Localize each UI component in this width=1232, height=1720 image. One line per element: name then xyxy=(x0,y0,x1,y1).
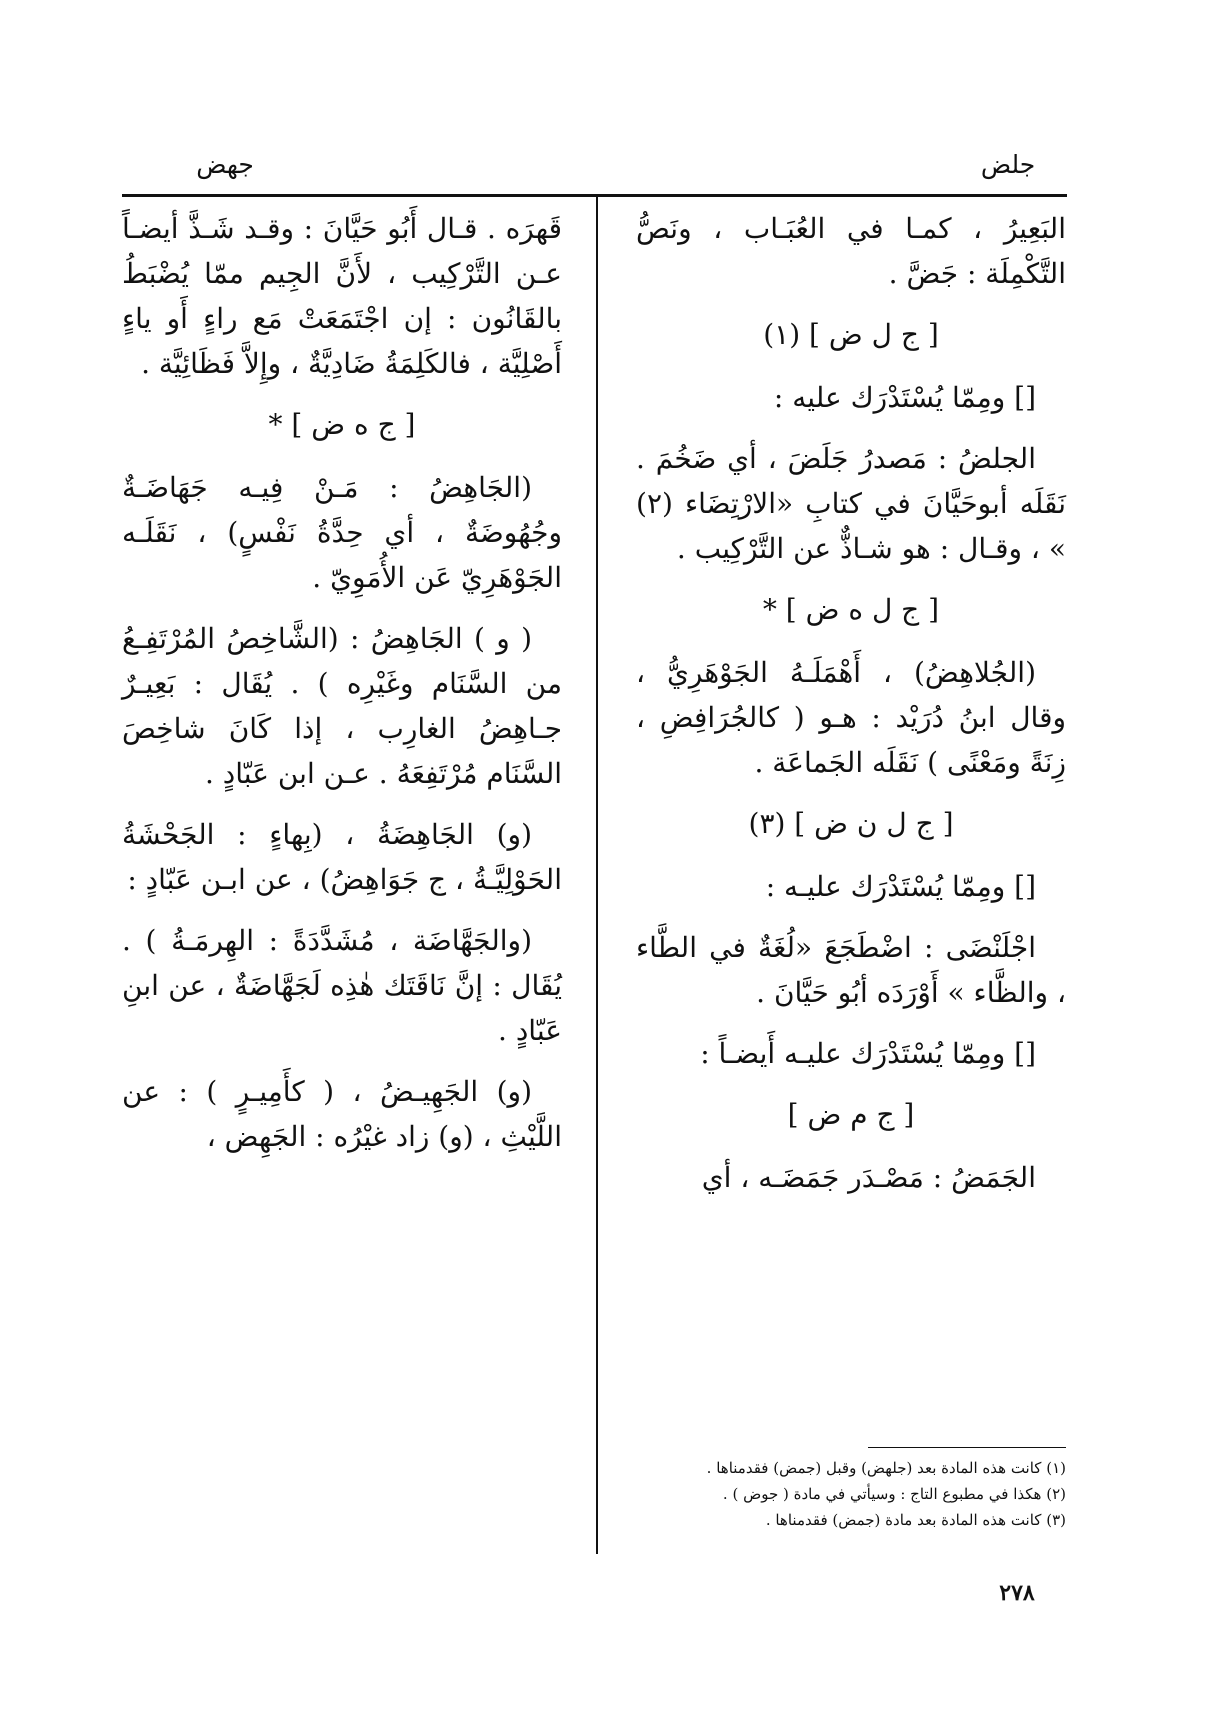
paragraph: قَهرَه . قـال أَبُو حَيَّانَ : وقـد شَـذَّ أيضـاً عـن التَّرْكِيب ، لأَنَّ الجِيم ممّا يُضْبَطُ بالقَانُون : إن اجْتَمَعَتْ مَع راءٍ أَو ياءٍ أَصْلِيَّة ، فالكَلِمَةُ ضَادِيَّةٌ ، وإِلاَّ فَظَائِيَّة . xyxy=(122,212,562,380)
running-head-right: جلض xyxy=(980,150,1036,179)
paragraph: البَعِيرُ ، كمـا في العُبَـاب ، ونَصُّ التَّكْمِلَة : جَضَّ . xyxy=(636,212,1066,290)
entry-heading: [ ج م ض ] xyxy=(787,1098,915,1131)
paragraph: (و) الجَاهِضَةُ ، (بِهاءٍ : الجَحْشَةُ الحَوْلِيَّـةُ ، ج جَوَاهِضُ) ، عن ابـن عَبّادٍ : xyxy=(122,818,562,896)
footnote: (١) كانت هذه المادة بعد (جلهض) وقبل (جمض) فقدمناها . xyxy=(706,1459,1066,1477)
paragraph: [] ومِمّا يُسْتَدْرَك عليـه : xyxy=(765,870,1036,903)
footnotes xyxy=(636,1455,1066,1533)
paragraph: (و) الجَهِيـضُ ، ( كأَمِيـرٍ ) : عن اللَّيْثِ ، (و) زاد غيْرُه : الجَهِض ، xyxy=(122,1075,562,1153)
paragraph: الجلضُ : مَصدرُ جَلَضَ ، أي ضَخُمَ . نَقَلَه أبوحَيَّانَ في كتابِ «الارْتِضَاء (٢) » ، وقـال : هو شـاذٌّ عن التَّرْكِيب . xyxy=(636,442,1066,565)
footnote-rule xyxy=(868,1447,1066,1448)
paragraph: (الجَاهِضُ : مَـنْ فِيـه جَهَاضَـةٌ وجُهُوضَةٌ ، أي حِدَّةُ نَفْسٍ) ، نَقَلَـه الجَوْهَرِيّ عَن الأُمَوِيّ . xyxy=(122,471,562,594)
paragraph: اجْلَنْضَى : اضْطَجَعَ «لُغَةٌ في الطَّاء ، والظَّاء » أَوْرَدَه أبُو حَيَّانَ . xyxy=(636,931,1066,1009)
header-rule xyxy=(122,194,1067,197)
footnote: (٣) كانت هذه المادة بعد مادة (جمض) فقدمناها . xyxy=(765,1511,1066,1529)
page-number: ٢٧٨ xyxy=(999,1580,1035,1606)
entry-heading: [ ج ل ن ض ] (٣) xyxy=(748,807,954,840)
paragraph: ( و ) الجَاهِضُ : (الشَّاخِصُ المُرْتَفِـعُ من السَّنَام وغَيْرِه ) . يُقَال : بَعِيـرٌ جـاهِضُ الغارِب ، إذا كَانَ شاخِصَ السَّنَام مُرْتَفِعَهُ . عـن ابن عَبّادٍ . xyxy=(122,622,562,790)
footnote: (٢) هكذا في مطبوع التاج : وسيأتي في مادة ( جوض ) . xyxy=(722,1485,1066,1503)
running-head-left: جهض xyxy=(196,150,254,179)
paragraph: (الجُلاهِضُ) ، أَهْمَلَـهُ الجَوْهَرِيُّ ، وقال ابنُ دُرَيْد : هـو ( كالجُرَافِضِ ، زِنَةً ومَعْنًى ) نَقَلَه الجَماعَة . xyxy=(636,656,1066,779)
column-divider xyxy=(596,196,598,1554)
paragraph: الجَمَضُ : مَصْـدَر جَمَضَـه ، أي xyxy=(701,1161,1036,1194)
paragraph: [] ومِمّا يُسْتَدْرَك عليه : xyxy=(773,381,1036,414)
paragraph: [] ومِمّا يُسْتَدْرَك عليـه أَيضـاً : xyxy=(700,1037,1036,1070)
entry-heading: [ ج ل ه ض ] * xyxy=(762,593,940,626)
right-column xyxy=(636,206,1066,1216)
left-column xyxy=(122,206,562,1175)
paragraph: (والجَهَّاضَة ، مُشَدَّدَةً : الهِرمَـةُ ) . يُقَال : إنَّ نَاقَتَك هٰذِه لَجَهَّاضَةٌ ، عن ابنِ عَبّادٍ . xyxy=(122,924,562,1047)
entry-heading: [ ج ل ض ] (١) xyxy=(763,318,939,351)
entry-heading: [ ج ه ض ] * xyxy=(268,408,416,441)
